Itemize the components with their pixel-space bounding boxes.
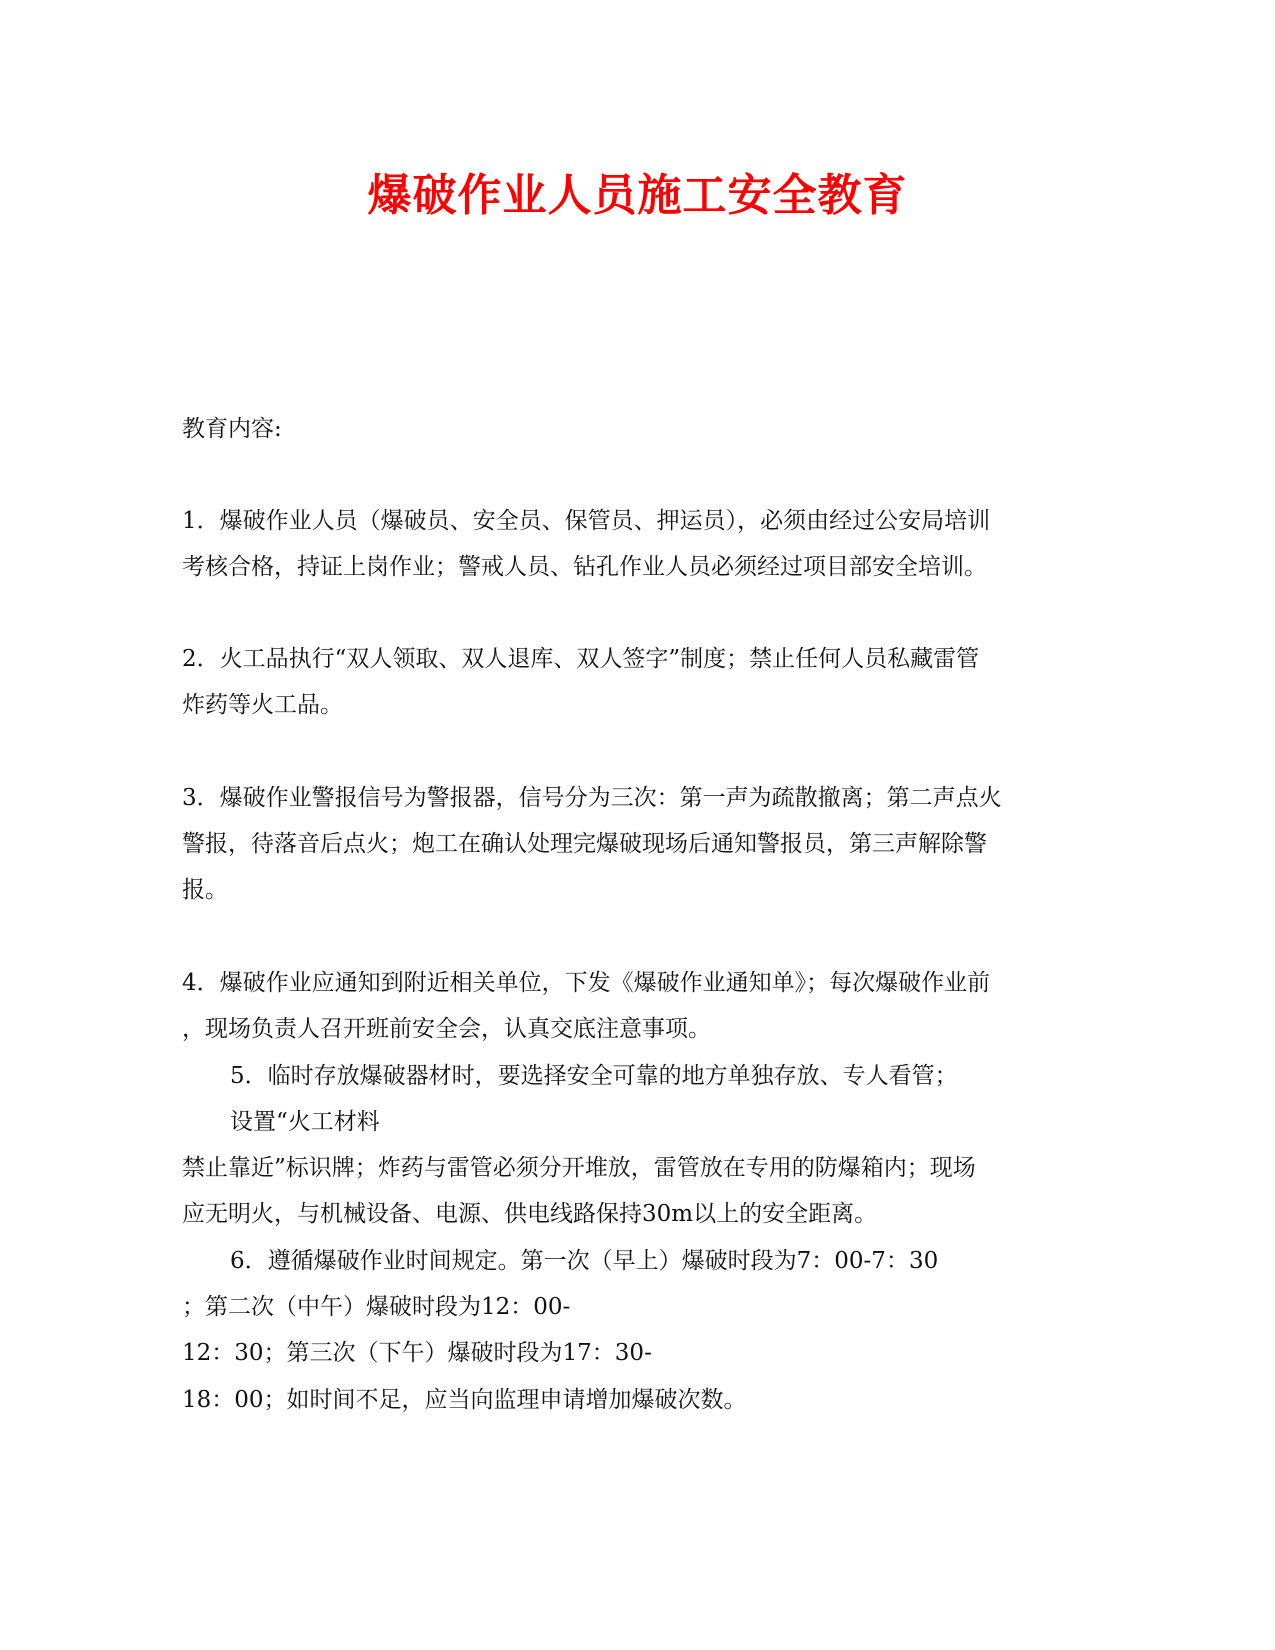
section-label: 教育内容: — [182, 416, 282, 442]
item-4-line-1: 4．爆破作业应通知到附近相关单位，下发《爆破作业通知单》；每次爆破作业前 — [182, 970, 991, 996]
item-3-line-2: 警报，待落音后点火；炮工在确认处理完爆破现场后通知警报员，第三声解除警 — [182, 831, 987, 857]
item-3-line-1: 3．爆破作业警报信号为警报器，信号分为三次：第一声为疏散撤离；第二声点火 — [182, 785, 1002, 811]
item-1-line-2: 考核合格，持证上岗作业；警戒人员、钻孔作业人员必须经过项目部安全培训。 — [182, 554, 987, 580]
item-2-line-1: 2．火工品执行“双人领取、双人退库、双人签字”制度；禁止任何人员私藏雷管 — [182, 646, 980, 672]
item-6-line-3: 12：30；第三次（下午）爆破时段为17：30- — [182, 1340, 652, 1366]
item-1-line-1: 1．爆破作业人员（爆破员、安全员、保管员、押运员），必须由经过公安局培训 — [182, 508, 991, 534]
item-6-line-1: 6．遵循爆破作业时间规定。第一次（早上）爆破时段为7：00-7：30 — [230, 1248, 939, 1274]
item-5-line-3: 禁止靠近”标识牌；炸药与雷管必须分开堆放，雷管放在专用的防爆箱内；现场 — [182, 1155, 976, 1181]
item-4-line-2: ，现场负责人召开班前安全会，认真交底注意事项。 — [182, 1016, 711, 1042]
item-6-line-4: 18：00；如时间不足，应当向监理申请增加爆破次数。 — [182, 1387, 747, 1413]
item-3-line-3: 报。 — [182, 877, 228, 903]
item-6-line-2: ；第二次（中午）爆破时段为12：00- — [182, 1294, 571, 1320]
item-5-line-4: 应无明火，与机械设备、电源、供电线路保持30m以上的安全距离。 — [182, 1201, 878, 1227]
item-5-line-2: 设置“火工材料 — [230, 1109, 380, 1135]
item-5-line-1: 5．临时存放爆破器材时，要选择安全可靠的地方单独存放、专人看管； — [230, 1063, 958, 1089]
item-2-line-2: 炸药等火工品。 — [182, 692, 343, 718]
document-title: 爆破作业人员施工安全教育 — [367, 170, 908, 221]
